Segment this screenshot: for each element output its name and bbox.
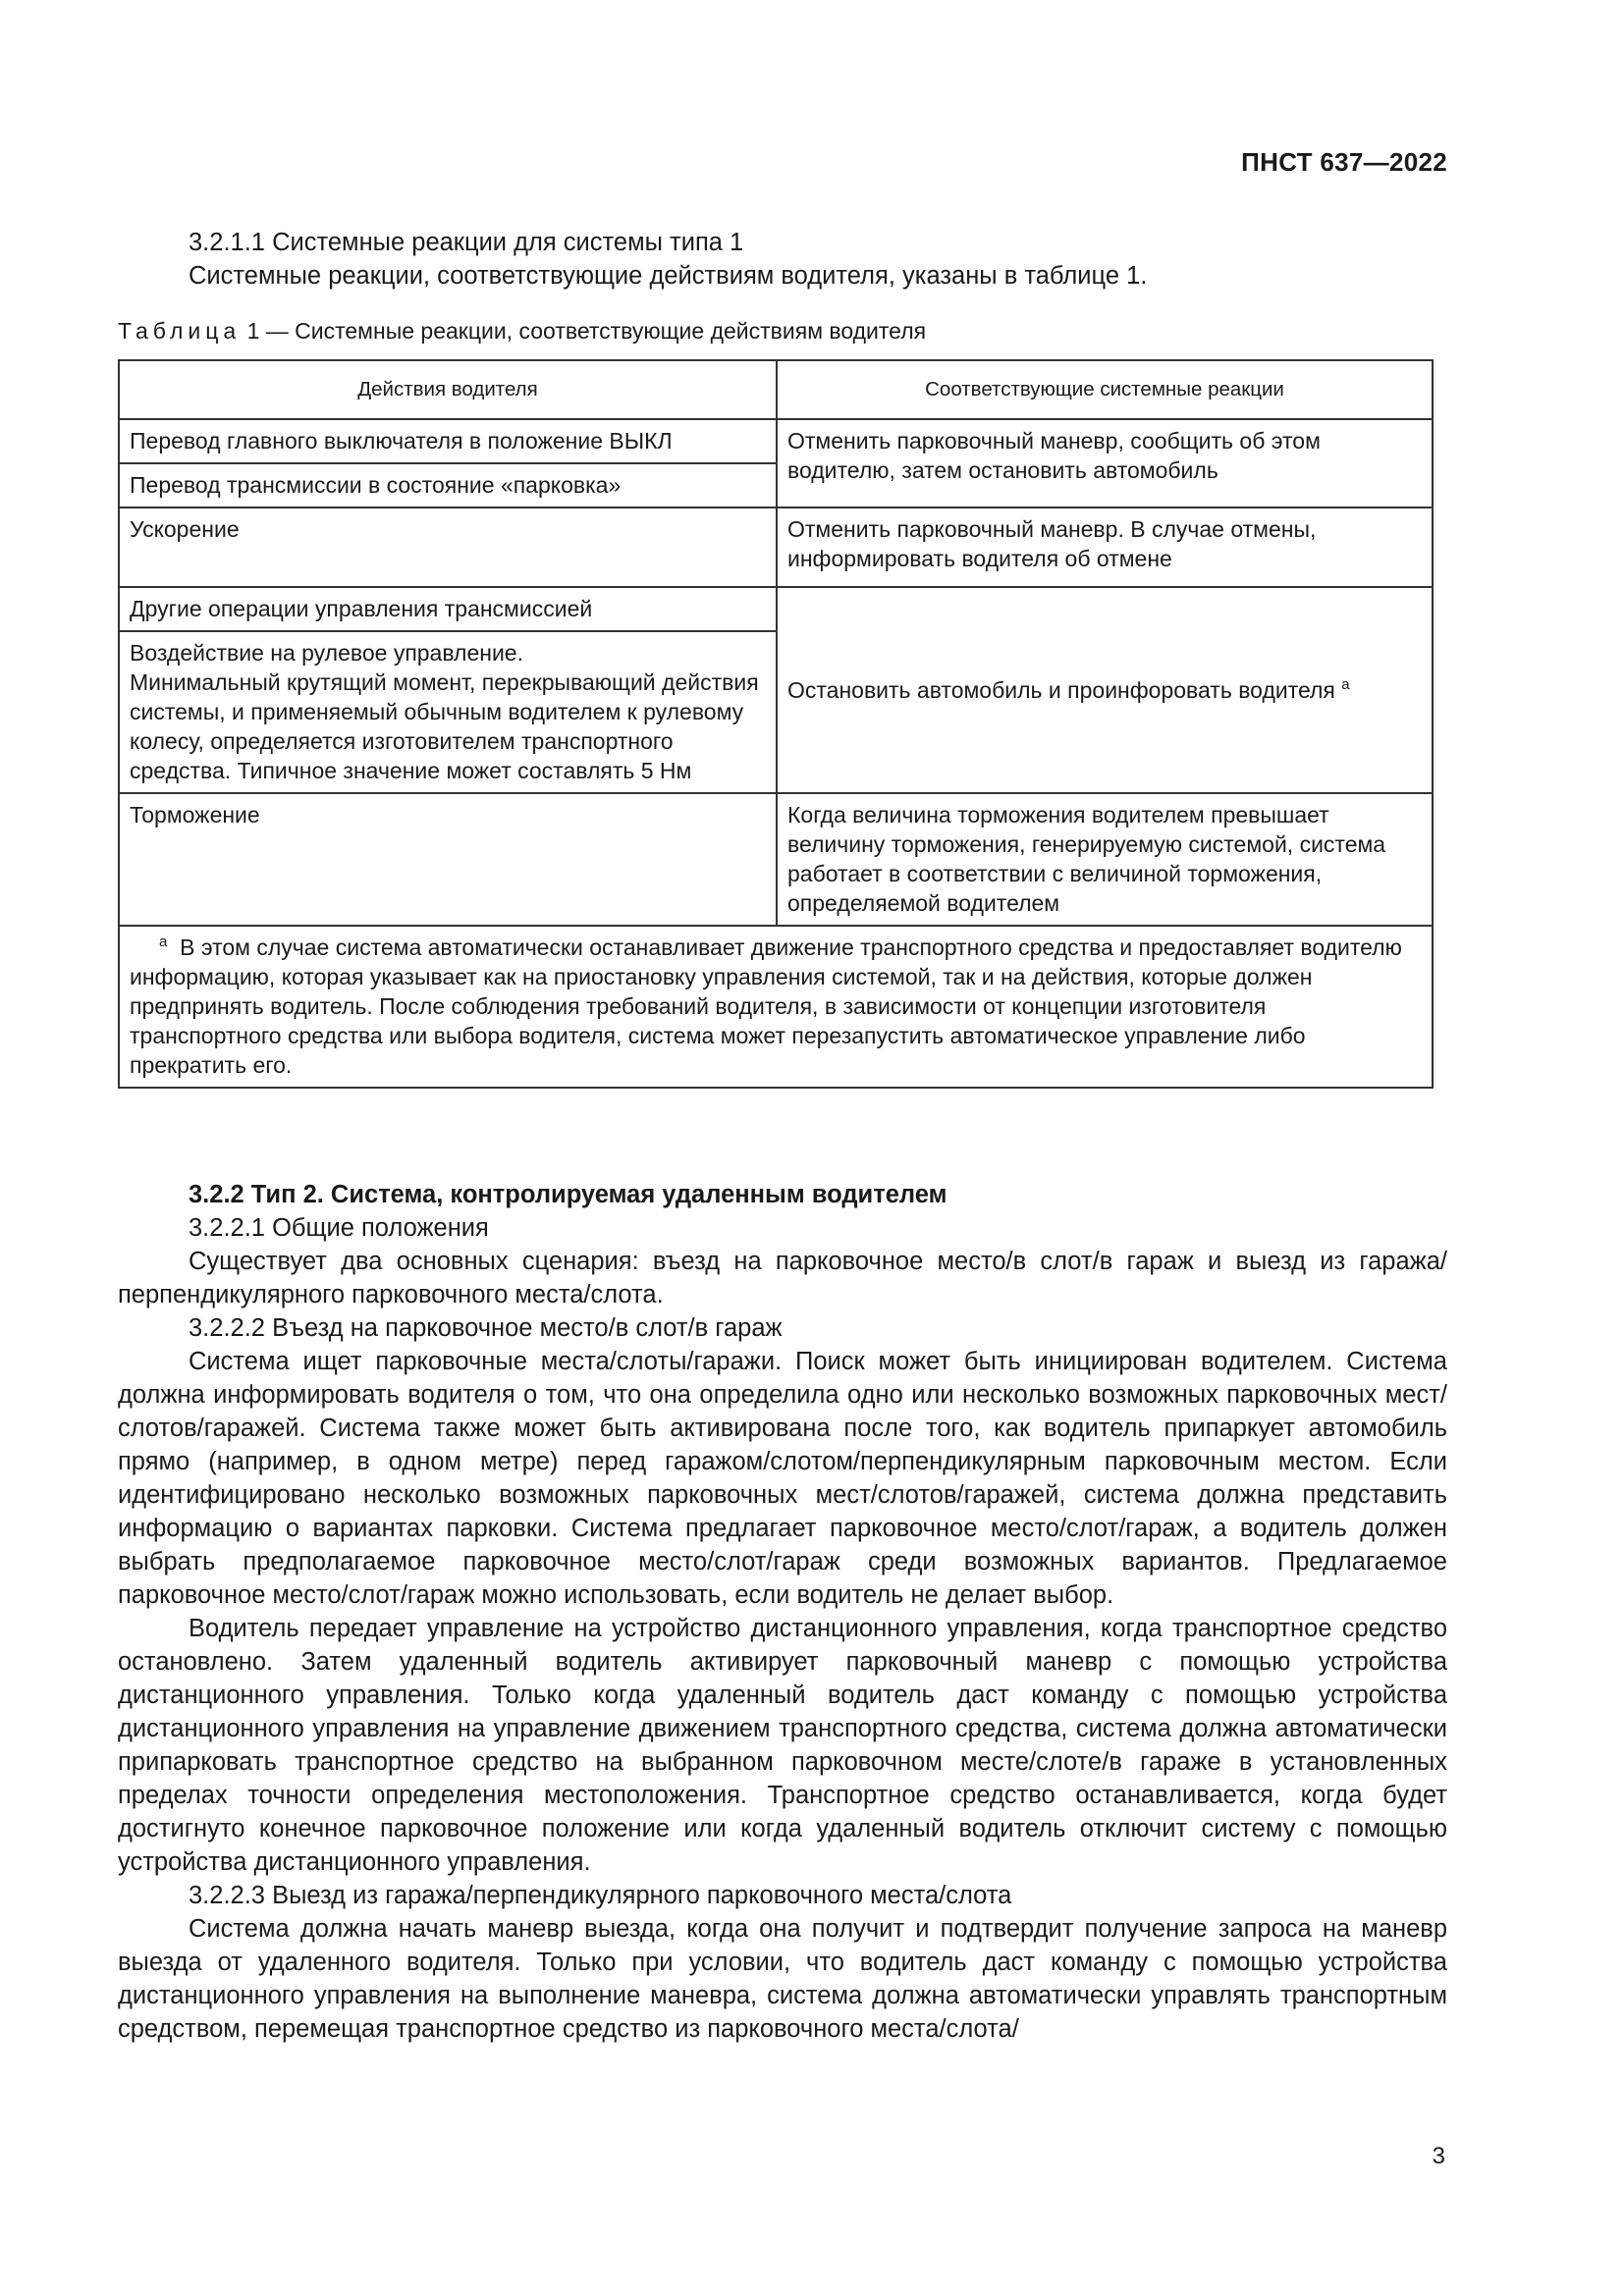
steering-title: Воздействие на рулевое управление.	[130, 640, 523, 666]
clause-3-2-2-1: 3.2.2.1 Общие положения	[189, 1214, 489, 1242]
steering-description: Минимальный крутящий момент, перекрывающий действия системы, и применяемый обычным водителем к рулевому колесу, определяется изготовителем транспортного средства. Типичное значение может составлять 5 Нм	[130, 669, 759, 783]
footnote-reference: a	[1341, 675, 1350, 693]
paragraph-parking-search: Система ищет парковочные места/слоты/гаражи. Поиск может быть инициирован водителем. Система должна информировать водителя о том, что она определила одно или несколько возможных парковочных мест/слотов/гаражей. Система также может быть активирована после того, как водитель припаркует автомобиль прямо (например, в одном метре) перед гаражом/слотом/перпендикулярным парковочным местом. Если идентифицировано несколько возможных парковочных мест/слотов/гаражей, система должна представить информацию о вариантах парковки. Система предлагает парковочное место/слот/гараж, а водитель должен выбрать предполагаемое парковочное место/слот/гараж среди возможных вариантов. Предлагаемое парковочное место/слот/гараж можно использовать, если водитель не делает выбор.	[118, 1348, 1447, 1609]
clause-3-2-2-3: 3.2.2.3 Выезд из гаража/перпендикулярного парковочного места/слота	[189, 1882, 1012, 1909]
table-header-row	[119, 360, 1433, 419]
clause-3-2-1-1: 3.2.1.1 Системные реакции для системы типа 1	[189, 229, 744, 256]
cell-cancel-inform: Отменить парковочный маневр. В случае отмены, информировать водителя об отмене	[777, 507, 1433, 587]
cell-acceleration: Ускорение	[119, 507, 777, 587]
table-row	[119, 587, 1433, 631]
table-row	[119, 419, 1433, 463]
cell-steering	[119, 631, 777, 793]
column-header-actions: Действия водителя	[119, 360, 777, 419]
page-number: 3	[1432, 2143, 1445, 2169]
cell-braking-reaction: Когда величина торможения водителем превышает величину торможения, генерируемую системой, система работает в соответствии с величиной торможения, определяемой водителем	[777, 793, 1433, 926]
table-row	[119, 793, 1433, 926]
standard-designation: ПНСТ 637—2022	[1241, 147, 1447, 177]
clause-3-2-2-2: 3.2.2.2 Въезд на парковочное место/в слот/в гараж	[189, 1314, 783, 1342]
table-footnote	[119, 926, 1433, 1088]
intro-sentence: Системные реакции, соответствующие действиям водителя, указаны в таблице 1.	[189, 262, 1148, 290]
table-footnote-row	[119, 926, 1433, 1088]
paragraph-exit-maneuver: Система должна начать маневр выезда, когда она получит и подтвердит получение запроса на маневр выезда от удаленного водителя. Только при условии, что водитель даст команду с помощью устройства дистанционного управления на выполнение маневра, система должна автоматически управлять транспортным средством, перемещая транспортное средство из парковочного места/слота/	[118, 1915, 1447, 2043]
section-heading: 3.2.2 Тип 2. Система, контролируемая удаленным водителем	[189, 1181, 947, 1208]
footnote-text: В этом случае система автоматически останавливает движение транспортного средства и предоставляет водителю информацию, которая указывает как на приостановку управления системой, так и на действия, которые должен предпринять водитель. После соблюдения требований водителя, в зависимости от концепции изготовителя транспортного средства или выбора водителя, система может перезапустить автоматическое управление либо прекратить его.	[130, 934, 1402, 1078]
cell-main-switch: Перевод главного выключателя в положение ВЫКЛ	[119, 419, 777, 463]
column-header-reactions: Соответствующие системные реакции	[777, 360, 1433, 419]
cell-other-transmission: Другие операции управления трансмиссией	[119, 587, 777, 631]
driver-actions-table	[118, 359, 1434, 1089]
cell-cancel-stop: Отменить парковочный маневр, сообщить об этом водителю, затем остановить автомобиль	[777, 419, 1433, 507]
section-3-2-2	[118, 1178, 1447, 2046]
table-caption-prefix: Таблица	[118, 318, 242, 344]
cell-transmission-park: Перевод трансмиссии в состояние «парковка»	[119, 463, 777, 507]
paragraph-scenarios: Существует два основных сценария: въезд на парковочное место/в слот/в гараж и выезд из гаража/перпендикулярного парковочного места/слота.	[118, 1248, 1447, 1308]
paragraph-remote-control: Водитель передает управление на устройство дистанционного управления, когда транспортное средство остановлено. Затем удаленный водитель активирует парковочный маневр с помощью устройства дистанционного управления. Только когда удаленный водитель даст команду с помощью устройства дистанционного управления на управление движением транспортного средства, система должна автоматически припарковать транспортное средство на выбранном парковочном месте/слоте/в гараже в установленных пределах точности определения местоположения. Транспортное средство останавливается, когда будет достигнуто конечное парковочное положение или когда удаленный водитель отключит систему с помощью устройства дистанционного управления.	[118, 1615, 1447, 1876]
cell-braking: Торможение	[119, 793, 777, 926]
table-row	[119, 507, 1433, 587]
footnote-mark: a	[159, 934, 168, 950]
table-caption	[118, 316, 926, 346]
cell-stop-inform	[777, 587, 1433, 793]
table-caption-number: 1	[241, 318, 260, 344]
table-caption-title: — Системные реакции, соответствующие действиям водителя	[259, 318, 927, 344]
stop-inform-text: Остановить автомобиль и проинфоровать водителя	[787, 676, 1335, 703]
